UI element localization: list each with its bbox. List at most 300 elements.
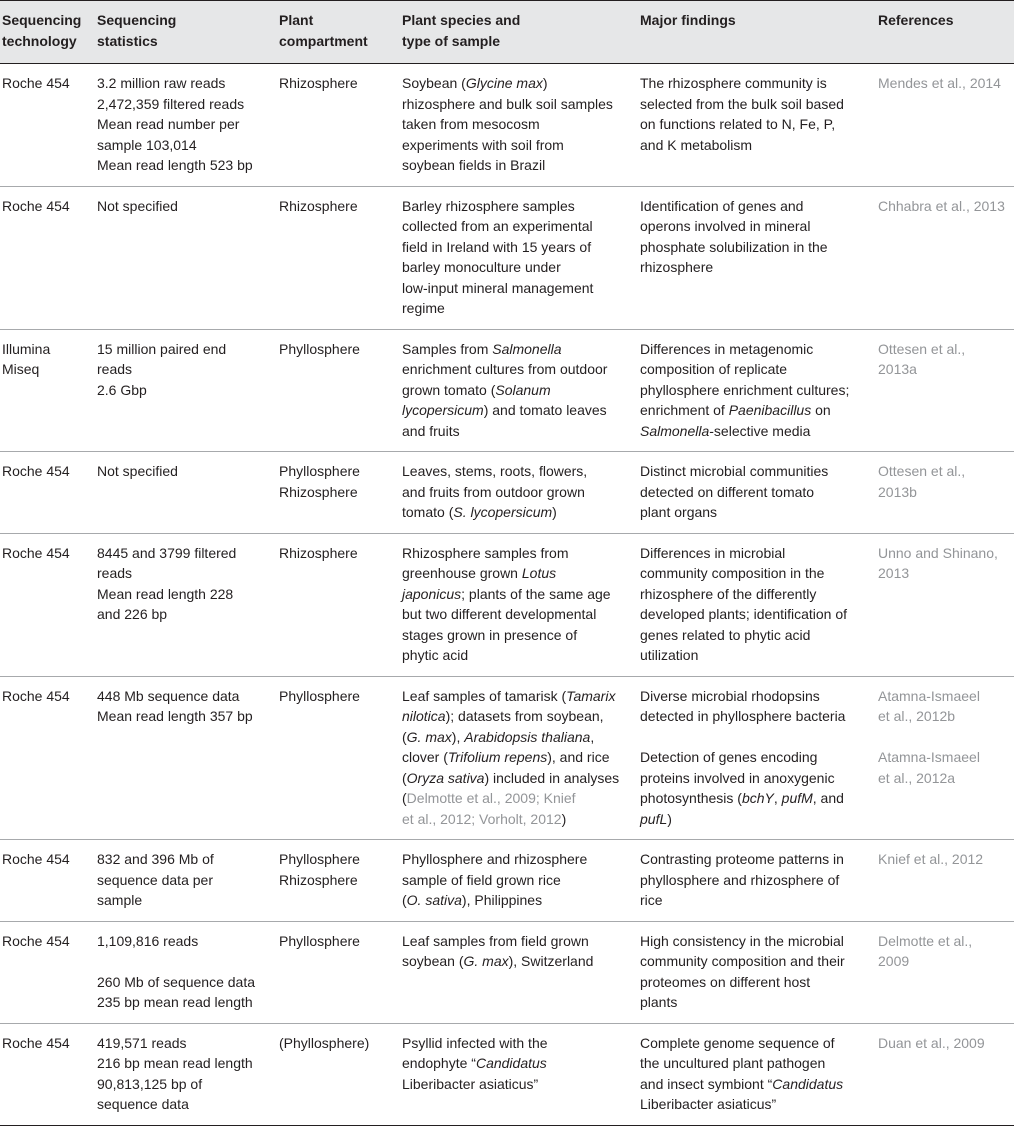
text-run: Detection of genes encoding xyxy=(640,749,818,765)
cell-line xyxy=(640,257,867,278)
italic-text: pufL xyxy=(640,810,668,827)
text-run: ( xyxy=(402,728,407,745)
cell-line xyxy=(402,563,629,584)
cell-line xyxy=(640,339,867,360)
header-line: Major findings xyxy=(640,12,736,28)
cell-line xyxy=(402,94,629,115)
italic-text: Oryza sativa xyxy=(406,769,485,786)
italic-text: Trifolium repens xyxy=(447,749,548,765)
cell-line: Roche 454 xyxy=(2,1034,70,1051)
text-run: ) xyxy=(552,504,557,520)
cell-sequencing-technology xyxy=(0,64,90,187)
cell-sequencing-technology xyxy=(0,329,90,452)
text-run: Samples from xyxy=(402,340,493,357)
text-run: Differences in microbial xyxy=(640,544,786,561)
cell-major-findings xyxy=(633,1023,871,1125)
text-run: Complete genome sequence of xyxy=(640,1034,835,1051)
text-run: Differences in metagenomic xyxy=(640,340,814,357)
text-run: ), and rice xyxy=(547,749,610,765)
text-run: ( xyxy=(402,790,407,806)
cell-line xyxy=(640,196,867,217)
cell-line xyxy=(402,768,629,789)
cell-line xyxy=(640,870,867,891)
cell-plant-species xyxy=(395,921,633,1023)
text-run: community composition and their xyxy=(640,953,845,969)
cell-line xyxy=(402,359,629,380)
text-run: experiments with soil from xyxy=(402,136,564,153)
text-run: ) included in analyses xyxy=(484,769,620,786)
cell-references xyxy=(871,186,1014,329)
text-run: detected on different tomato xyxy=(640,483,815,500)
text-run: grown tomato ( xyxy=(402,381,496,398)
cell-line: sample xyxy=(97,892,143,908)
cell-line xyxy=(97,951,268,972)
italic-text: Candidatus xyxy=(772,1075,844,1092)
cell-sequencing-statistics xyxy=(90,1023,272,1125)
cell-sequencing-technology xyxy=(0,676,90,840)
text-run: collected from an experimental xyxy=(402,218,593,234)
text-run: and fruits xyxy=(402,422,460,439)
reference-link[interactable]: 2013 xyxy=(878,565,910,581)
text-run: detected in phyllosphere bacteria xyxy=(640,708,846,724)
cell-line xyxy=(640,461,867,482)
text-run: and fruits from outdoor grown xyxy=(402,483,585,500)
cell-references xyxy=(871,676,1014,840)
italic-text: Tamarix xyxy=(566,687,616,704)
cell-line xyxy=(640,951,867,972)
text-run: and K metabolism xyxy=(640,136,753,153)
reference-link[interactable]: et al., 2012b xyxy=(878,708,956,724)
table-row xyxy=(0,533,1014,676)
cell-plant-species xyxy=(395,329,633,452)
cell-sequencing-statistics xyxy=(90,921,272,1023)
cell-line: 419,571 reads xyxy=(97,1034,187,1051)
cell-line xyxy=(640,216,867,237)
citation-link[interactable]: et al., 2012; Vorholt, 2012 xyxy=(402,810,562,827)
cell-line xyxy=(640,1053,867,1074)
reference-link[interactable]: Chhabra et al., 2013 xyxy=(878,197,1005,214)
text-run: Rhizosphere samples from xyxy=(402,544,569,561)
text-run: rhizosphere and bulk soil samples xyxy=(402,95,613,112)
cell-line xyxy=(402,788,629,809)
cell-sequencing-statistics xyxy=(90,186,272,329)
cell-line xyxy=(402,706,629,727)
table-row xyxy=(0,329,1014,452)
cell-line: Rhizosphere xyxy=(279,483,358,500)
cell-plant-compartment xyxy=(272,533,395,676)
reference-link[interactable]: Ottesen et al., xyxy=(878,463,966,479)
cell-line: Roche 454 xyxy=(2,197,70,214)
cell-line: reads xyxy=(97,565,133,581)
text-run: Psyllid infected with the xyxy=(402,1034,548,1051)
cell-major-findings xyxy=(633,921,871,1023)
cell-line xyxy=(640,421,867,442)
text-run: Phyllosphere and rhizosphere xyxy=(402,851,588,867)
text-run: -selective media xyxy=(709,422,811,439)
italic-text: G. max xyxy=(463,953,509,969)
cell-plant-species xyxy=(395,533,633,676)
text-run: proteomes on different host xyxy=(640,973,811,990)
header-line: Sequencing xyxy=(2,12,82,28)
reference-link[interactable]: 2009 xyxy=(878,953,910,969)
cell-line: Phyllosphere xyxy=(279,463,360,479)
cell-plant-compartment xyxy=(272,329,395,452)
cell-line xyxy=(402,482,629,503)
cell-major-findings xyxy=(633,186,871,329)
cell-line xyxy=(402,461,629,482)
cell-line xyxy=(640,931,867,952)
cell-line xyxy=(640,1094,867,1115)
reference-link[interactable]: 2013a xyxy=(878,361,917,377)
cell-plant-species xyxy=(395,1023,633,1125)
cell-line: 448 Mb sequence data xyxy=(97,687,240,704)
text-run: soybean fields in Brazil xyxy=(402,157,546,173)
cell-line xyxy=(640,73,867,94)
text-run: and insect symbiont “ xyxy=(640,1075,773,1092)
cell-sequencing-technology xyxy=(0,840,90,922)
cell-line xyxy=(640,747,867,768)
cell-line: 3.2 million raw reads xyxy=(97,75,226,91)
text-run: , xyxy=(773,790,782,806)
text-run: ), xyxy=(451,728,465,745)
italic-text: Solanum xyxy=(495,381,551,398)
cell-line xyxy=(402,686,629,707)
text-run: endophyte “ xyxy=(402,1055,476,1071)
text-run: Identification of genes and xyxy=(640,197,804,214)
cell-line xyxy=(402,298,629,319)
header-sequencing-technology xyxy=(0,1,90,64)
table-row xyxy=(0,186,1014,329)
cell-line xyxy=(402,849,629,870)
reference-link[interactable]: Duan et al., 2009 xyxy=(878,1034,985,1051)
cell-line xyxy=(640,972,867,993)
cell-line: 2,472,359 filtered reads xyxy=(97,95,245,112)
italic-text: japonicus xyxy=(402,585,462,602)
header-line: Sequencing xyxy=(97,12,177,28)
cell-line: 90,813,125 bp of xyxy=(97,1075,203,1092)
italic-text: O. sativa xyxy=(406,892,462,908)
cell-line xyxy=(640,380,867,401)
cell-line: Rhizosphere xyxy=(279,544,358,561)
cell-line: 2.6 Gbp xyxy=(97,381,147,398)
cell-line: Phyllosphere xyxy=(279,340,360,357)
cell-sequencing-technology xyxy=(0,921,90,1023)
cell-major-findings xyxy=(633,676,871,840)
header-line: compartment xyxy=(279,33,368,49)
table-row xyxy=(0,921,1014,1023)
cell-plant-species xyxy=(395,676,633,840)
header-line: Plant xyxy=(279,12,314,28)
text-run: phytic acid xyxy=(402,647,469,663)
cell-line: Mean read length 228 xyxy=(97,585,234,602)
cell-line: sequence data xyxy=(97,1096,189,1112)
cell-line: Roche 454 xyxy=(2,463,70,479)
cell-sequencing-statistics xyxy=(90,64,272,187)
citation-link[interactable]: Delmotte et al., 2009; Knief xyxy=(406,790,576,806)
cell-references xyxy=(871,452,1014,534)
text-run: rhizosphere of the differently xyxy=(640,585,817,602)
text-run: plants xyxy=(640,994,678,1010)
text-run: ; plants of the same age xyxy=(461,585,611,602)
cell-major-findings xyxy=(633,64,871,187)
text-run: ), Philippines xyxy=(461,892,543,908)
cell-line: 15 million paired end xyxy=(97,340,227,357)
cell-references xyxy=(871,533,1014,676)
cell-references xyxy=(871,840,1014,922)
cell-line: Roche 454 xyxy=(2,932,70,949)
cell-line xyxy=(640,1033,867,1054)
text-run: composition of replicate xyxy=(640,361,788,377)
cell-line xyxy=(640,625,867,646)
cell-line xyxy=(402,216,629,237)
text-run: ); datasets from soybean, xyxy=(445,708,604,724)
table-row xyxy=(0,840,1014,922)
text-run: tomato ( xyxy=(402,504,454,520)
cell-line xyxy=(640,543,867,564)
italic-text: Candidatus xyxy=(475,1055,547,1071)
text-run: ( xyxy=(402,892,407,908)
cell-line: 216 bp mean read length xyxy=(97,1055,253,1071)
cell-line: Mean read number per xyxy=(97,116,240,132)
cell-line xyxy=(640,400,867,421)
cell-plant-compartment xyxy=(272,186,395,329)
italic-text: Lotus xyxy=(521,565,557,581)
cell-major-findings xyxy=(633,329,871,452)
cell-line: Mean read length 357 bp xyxy=(97,708,253,724)
table-row xyxy=(0,1023,1014,1125)
cell-plant-compartment xyxy=(272,676,395,840)
cell-line xyxy=(640,359,867,380)
cell-line: Roche 454 xyxy=(2,851,70,867)
table-row xyxy=(0,676,1014,840)
cell-references xyxy=(871,329,1014,452)
text-run: sample of field grown rice xyxy=(402,871,561,888)
italic-text: nilotica xyxy=(402,708,446,724)
cell-line: reads xyxy=(97,361,133,377)
text-run: , and xyxy=(812,790,844,806)
text-run: photosynthesis ( xyxy=(640,790,742,806)
text-run: soybean ( xyxy=(402,953,464,969)
cell-major-findings xyxy=(633,452,871,534)
cell-line xyxy=(640,114,867,135)
cell-line: 260 Mb of sequence data xyxy=(97,973,256,990)
header-row xyxy=(0,1,1014,64)
text-run: ) xyxy=(667,810,672,827)
cell-line: (Phyllosphere) xyxy=(279,1034,370,1051)
cell-line xyxy=(640,135,867,156)
cell-line xyxy=(402,196,629,217)
reference-link[interactable]: Atamna-Ismaeel xyxy=(878,749,980,765)
cell-plant-species xyxy=(395,64,633,187)
cell-line xyxy=(640,890,867,911)
header-major-findings xyxy=(633,1,871,64)
reference-link[interactable]: Ottesen et al., xyxy=(878,340,966,357)
italic-text: Salmonella xyxy=(492,340,562,357)
cell-references xyxy=(871,921,1014,1023)
italic-text: Glycine max xyxy=(465,75,543,91)
text-run: Distinct microbial communities xyxy=(640,463,829,479)
cell-line xyxy=(640,809,867,830)
cell-line: Roche 454 xyxy=(2,544,70,561)
cell-line xyxy=(640,788,867,809)
header-line: References xyxy=(878,12,954,28)
cell-line xyxy=(402,931,629,952)
text-run: developed plants; identification of xyxy=(640,606,848,622)
text-run: plant organs xyxy=(640,504,718,520)
reference-link[interactable]: Delmotte et al., xyxy=(878,932,973,949)
text-run: rhizosphere xyxy=(640,259,714,275)
text-run: stages grown in presence of xyxy=(402,626,578,643)
cell-line xyxy=(402,1053,629,1074)
cell-plant-species xyxy=(395,840,633,922)
table-row xyxy=(0,452,1014,534)
cell-line xyxy=(402,73,629,94)
reference-link[interactable]: 2013b xyxy=(878,483,917,500)
header-line: statistics xyxy=(97,33,158,49)
reference-link[interactable]: et al., 2012a xyxy=(878,769,956,786)
text-run: barley monoculture under xyxy=(402,259,561,275)
cell-line xyxy=(402,1033,629,1054)
text-run: Diverse microbial rhodopsins xyxy=(640,687,820,704)
cell-plant-compartment xyxy=(272,921,395,1023)
cell-sequencing-technology xyxy=(0,186,90,329)
cell-line: Roche 454 xyxy=(2,75,70,91)
cell-line: Rhizosphere xyxy=(279,871,358,888)
text-run: High consistency in the microbial xyxy=(640,932,844,949)
text-run: Contrasting proteome patterns in xyxy=(640,851,844,867)
cell-plant-species xyxy=(395,452,633,534)
cell-sequencing-statistics xyxy=(90,533,272,676)
cell-line: Phyllosphere xyxy=(279,687,360,704)
cell-sequencing-statistics xyxy=(90,329,272,452)
header-sequencing-statistics xyxy=(90,1,272,64)
cell-line: 832 and 396 Mb of xyxy=(97,851,214,867)
cell-sequencing-technology xyxy=(0,1023,90,1125)
text-run: community composition in the xyxy=(640,565,825,581)
cell-line: 8445 and 3799 filtered xyxy=(97,544,237,561)
italic-text: bchY xyxy=(741,790,774,806)
cell-line xyxy=(402,584,629,605)
cell-line xyxy=(402,809,629,830)
text-run: taken from mesocosm xyxy=(402,116,540,132)
text-run: enrichment cultures from outdoor xyxy=(402,361,608,377)
italic-text: lycopersicum xyxy=(402,402,484,418)
cell-line: Miseq xyxy=(2,361,40,377)
text-run: ), Switzerland xyxy=(508,953,594,969)
text-run: Liberibacter asiaticus” xyxy=(402,1075,539,1092)
cell-plant-compartment xyxy=(272,840,395,922)
cell-line xyxy=(402,421,629,442)
cell-line: Rhizosphere xyxy=(279,75,358,91)
text-run: phyllosphere and rhizosphere of xyxy=(640,871,840,888)
text-run: regime xyxy=(402,300,445,316)
cell-line xyxy=(402,543,629,564)
cell-line xyxy=(640,502,867,523)
text-run: ) xyxy=(542,75,548,91)
cell-line: Phyllosphere xyxy=(279,932,360,949)
cell-plant-species xyxy=(395,186,633,329)
cell-line xyxy=(402,747,629,768)
text-run: ) and tomato leaves xyxy=(483,402,607,418)
cell-plant-compartment xyxy=(272,452,395,534)
cell-line: Illumina xyxy=(2,340,51,357)
cell-line xyxy=(640,686,867,707)
cell-line xyxy=(402,257,629,278)
cell-line xyxy=(402,278,629,299)
table-header xyxy=(0,1,1014,64)
cell-line xyxy=(640,727,867,748)
cell-line xyxy=(402,890,629,911)
text-run: clover ( xyxy=(402,749,448,765)
cell-line: 1,109,816 reads xyxy=(97,932,199,949)
cell-line xyxy=(640,768,867,789)
cell-line xyxy=(402,155,629,176)
cell-line xyxy=(402,135,629,156)
reference-link[interactable]: Unno and Shinano, xyxy=(878,544,998,561)
cell-line xyxy=(402,727,629,748)
cell-line xyxy=(402,114,629,135)
cell-line xyxy=(640,584,867,605)
text-run: field in Ireland with 15 years of xyxy=(402,238,592,255)
cell-line xyxy=(402,339,629,360)
cell-line: Not specified xyxy=(97,197,178,214)
text-run: ( xyxy=(402,769,407,786)
cell-line xyxy=(402,400,629,421)
text-run: enrichment of xyxy=(640,402,729,418)
cell-line: 235 bp mean read length xyxy=(97,994,253,1010)
cell-plant-compartment xyxy=(272,64,395,187)
header-plant-compartment xyxy=(272,1,395,64)
cell-line xyxy=(640,706,867,727)
reference-link[interactable]: Mendes et al., 2014 xyxy=(878,75,1001,91)
text-run: rice xyxy=(640,892,663,908)
header-plant-species xyxy=(395,1,633,64)
text-run: genes related to phytic acid xyxy=(640,626,811,643)
cell-line xyxy=(402,1074,629,1095)
italic-text: pufM xyxy=(781,790,813,806)
text-run: proteins involved in anoxygenic xyxy=(640,769,835,786)
table-body xyxy=(0,64,1014,1126)
text-run: Liberibacter asiaticus” xyxy=(640,1096,777,1112)
text-run: phosphate solubilization in the xyxy=(640,238,828,255)
cell-major-findings xyxy=(633,840,871,922)
reference-link[interactable]: Atamna-Ismaeel xyxy=(878,687,980,704)
cell-line xyxy=(402,645,629,666)
header-line: Plant species and xyxy=(402,12,521,28)
text-run: low-input mineral management xyxy=(402,279,594,296)
cell-line xyxy=(640,645,867,666)
header-line: type of sample xyxy=(402,33,501,49)
text-run: The rhizosphere community is xyxy=(640,75,827,91)
text-run: Leaf samples from field grown xyxy=(402,932,589,949)
cell-line: Phyllosphere xyxy=(279,851,360,867)
cell-line: and 226 bp xyxy=(97,606,168,622)
cell-line: Mean read length 523 bp xyxy=(97,157,253,173)
text-run: ) xyxy=(561,810,567,827)
text-run: operons involved in mineral xyxy=(640,218,811,234)
cell-line xyxy=(640,992,867,1013)
text-run: Leaf samples of tamarisk ( xyxy=(402,687,567,704)
text-run: greenhouse grown xyxy=(402,565,522,581)
cell-sequencing-technology xyxy=(0,533,90,676)
cell-line: Roche 454 xyxy=(2,687,70,704)
cell-sequencing-statistics xyxy=(90,676,272,840)
cell-line: sequence data per xyxy=(97,871,213,888)
header-references xyxy=(871,1,1014,64)
cell-line xyxy=(402,380,629,401)
cell-line xyxy=(402,604,629,625)
reference-link[interactable]: Knief et al., 2012 xyxy=(878,851,984,867)
